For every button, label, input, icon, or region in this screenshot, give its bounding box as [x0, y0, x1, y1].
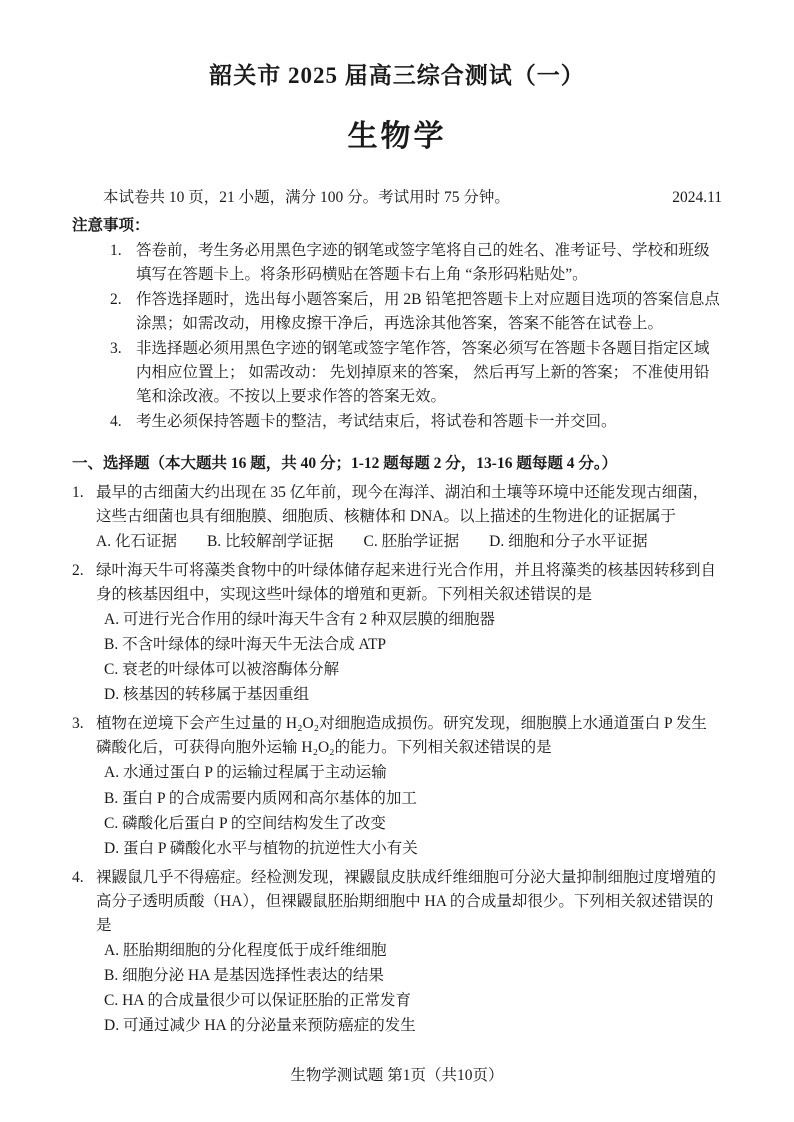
- option-b: B. 蛋白 P 的合成需要内质网和高尔基体的加工: [104, 789, 417, 807]
- options-list: [72, 761, 722, 860]
- question-3: [72, 712, 722, 860]
- option-d: D. 核基因的转移属于基因重组: [104, 686, 309, 704]
- note-number: 4.: [110, 413, 122, 431]
- note-text: 作答选择题时，选出每小题答案后，用 2B 铅笔把答题卡上对应题目选项的答案信息点涂黑；如需改动，用橡皮擦干净后，再选涂其他答案，答案不能答在试卷上。: [136, 291, 720, 333]
- question-stem: [72, 559, 722, 607]
- notes-heading: 注意事项：: [72, 217, 150, 235]
- question-number: 2.: [72, 562, 84, 580]
- question-stem: [72, 866, 722, 938]
- question-1: [72, 481, 722, 554]
- question-stem-text: 绿叶海天牛可将藻类食物中的叶绿体储存起来进行光合作用，并且将藻类的核基因转移到自身的核基因组中，实现这些叶绿体的增殖和更新。下列相关叙述错误的是: [96, 562, 717, 604]
- option-b: B. 不含叶绿体的绿叶海天牛无法合成 ATP: [104, 636, 387, 654]
- question-stem-text: 植物在逆境下会产生过量的 H₂O₂对细胞造成损伤。研究发现，细胞膜上水通道蛋白 P 发生磷酸化后，可获得向胞外运输 H₂O₂的能力。下列相关叙述错误的是: [96, 715, 707, 757]
- exam-date: 2024.11: [672, 189, 722, 207]
- question-number: 3.: [72, 715, 84, 733]
- question-2: [72, 559, 722, 707]
- question-stem-text: 裸鼹鼠几乎不得癌症。经检测发现，裸鼹鼠皮肤成纤维细胞可分泌大量抑制细胞过度增殖的高分子透明质酸（HA），但裸鼹鼠胚胎期细胞中 HA 的合成量却很少。下列相关叙述错误的是: [96, 868, 717, 934]
- page-footer: 生物学测试题 第1页（共10页）: [290, 1066, 504, 1084]
- option-c: C. 胚胎学证据: [363, 533, 460, 551]
- option-d: D. 蛋白 P 磷酸化水平与植物的抗逆性大小有关: [104, 839, 418, 857]
- question-4: [72, 866, 722, 1038]
- note-item: [110, 410, 722, 434]
- section-heading: 一、选择题（本大题共 16 题，共 40 分；1-12 题每题 2 分，13-16 题每题 4 分。）: [72, 455, 618, 473]
- option-a: A. 化石证据: [96, 533, 177, 551]
- note-item: [110, 239, 722, 287]
- option-b: B. 比较解剖学证据: [206, 533, 334, 551]
- question-stem: [72, 481, 722, 529]
- option-c: C. 衰老的叶绿体可以被溶酶体分解: [104, 661, 340, 679]
- question-stem: [72, 712, 722, 760]
- options-row: [96, 530, 722, 554]
- option-c: C. 磷酸化后蛋白 P 的空间结构发生了改变: [104, 814, 386, 832]
- note-text: 答卷前，考生务必用黑色字迹的钢笔或签字笔将自己的姓名、准考证号、学校和班级填写在答题卡上。将条形码横贴在答题卡右上角 “条形码粘贴处”。: [136, 242, 710, 284]
- doc-title: 韶关市 2025 届高三综合测试（一）: [209, 63, 585, 88]
- question-number: 1.: [72, 484, 84, 502]
- note-item: [110, 288, 722, 336]
- note-number: 1.: [110, 242, 122, 260]
- option-a: A. 可进行光合作用的绿叶海天牛含有 2 种双层膜的细胞器: [104, 611, 495, 629]
- option-d: D. 细胞和分子水平证据: [489, 533, 648, 551]
- note-text: 非选择题必须用黑色字迹的钢笔或签字笔作答，答案必须写在答题卡各题目指定区域内相应位置上； 如需改动： 先划掉原来的答案， 然后再写上新的答案； 不准使用铅笔和涂改液。不按以上要求作答的答案无效。: [136, 340, 710, 406]
- exam-intro: 本试卷共 10 页，21 小题，满分 100 分。考试用时 75 分钟。: [103, 189, 510, 207]
- option-a: A. 胚胎期细胞的分化程度低于成纤维细胞: [104, 941, 387, 959]
- exam-meta-row: [72, 186, 722, 210]
- option-a: A. 水通过蛋白 P 的运输过程属于主动运输: [104, 764, 387, 782]
- doc-subtitle: 生物学: [347, 119, 447, 153]
- note-number: 3.: [110, 340, 122, 358]
- note-item: [110, 337, 722, 409]
- note-number: 2.: [110, 291, 122, 309]
- options-list: [72, 939, 722, 1038]
- question-number: 4.: [72, 868, 84, 886]
- question-stem-text: 最早的古细菌大约出现在 35 亿年前，现今在海洋、湖泊和土壤等环境中还能发现古细菌，这些古细菌也具有细胞膜、细胞质、核糖体和 DNA。以上描述的生物进化的证据属于: [96, 484, 709, 526]
- options-list: [72, 608, 722, 707]
- note-text: 考生必须保持答题卡的整洁，考试结束后，将试卷和答题卡一并交回。: [136, 413, 617, 431]
- option-c: C. HA 的合成量很少可以保证胚胎的正常发育: [104, 991, 411, 1009]
- option-b: B. 细胞分泌 HA 是基因选择性表达的结果: [104, 966, 384, 984]
- option-d: D. 可通过减少 HA 的分泌量来预防癌症的发生: [104, 1016, 416, 1034]
